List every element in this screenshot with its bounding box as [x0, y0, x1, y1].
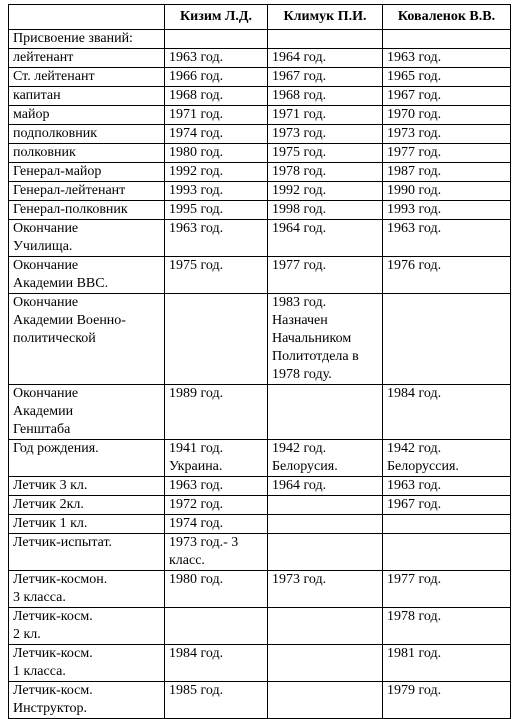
- table-row: [9, 496, 511, 515]
- row-label-cell: Генерал-майор: [9, 163, 165, 182]
- table-cell: 1990 год.: [383, 182, 511, 201]
- table-row: [9, 294, 511, 385]
- table-cell: 1967 год.: [268, 68, 383, 87]
- table-cell: 1972 год.: [165, 496, 268, 515]
- table-cell: 1963 год.: [165, 477, 268, 496]
- table-cell: [165, 294, 268, 385]
- table-cell: 1968 год.: [165, 87, 268, 106]
- table-cell: [165, 608, 268, 645]
- table-cell: 1970 год.: [383, 106, 511, 125]
- table-cell: 1966 год.: [165, 68, 268, 87]
- table-cell: 1992 год.: [268, 182, 383, 201]
- row-label-cell: Присвоение званий:: [9, 30, 165, 49]
- table-row: [9, 125, 511, 144]
- table-cell: 1973 год.: [268, 125, 383, 144]
- table-cell: [383, 515, 511, 534]
- table-row: [9, 182, 511, 201]
- row-label-cell: Генерал-лейтенант: [9, 182, 165, 201]
- table-cell: 1963 год.: [165, 220, 268, 257]
- table-row: [9, 201, 511, 220]
- table-row: [9, 645, 511, 682]
- table-cell: 1980 год.: [165, 571, 268, 608]
- table-cell: 1993 год.: [165, 182, 268, 201]
- table-cell: 1967 год.: [383, 87, 511, 106]
- table-cell: 1963 год.: [383, 49, 511, 68]
- table-row: [9, 144, 511, 163]
- table-cell: [268, 645, 383, 682]
- row-label-cell: Окончание Академии ВВС.: [9, 257, 165, 294]
- table-row: [9, 87, 511, 106]
- table-cell: 1971 год.: [268, 106, 383, 125]
- table-cell: [268, 534, 383, 571]
- header-cell: [9, 5, 165, 30]
- table-cell: 1968 год.: [268, 87, 383, 106]
- row-label-cell: полковник: [9, 144, 165, 163]
- row-label-cell: Летчик 1 кл.: [9, 515, 165, 534]
- row-label-cell: Летчик-космон. 3 класса.: [9, 571, 165, 608]
- table-cell: [383, 534, 511, 571]
- row-label-cell: Окончание Академии Генштаба: [9, 385, 165, 440]
- table-cell: 1985 год.: [165, 682, 268, 719]
- table-cell: 1977 год.: [383, 144, 511, 163]
- table-cell: 1973 год.: [383, 125, 511, 144]
- table-cell: 1998 год.: [268, 201, 383, 220]
- table-cell: [165, 30, 268, 49]
- table-cell: 1942 год. Белорусия.: [268, 440, 383, 477]
- table-cell: 1995 год.: [165, 201, 268, 220]
- table-cell: [268, 385, 383, 440]
- row-label-cell: Генерал-полковник: [9, 201, 165, 220]
- table-cell: 1973 год.- 3 класс.: [165, 534, 268, 571]
- table-row: [9, 477, 511, 496]
- table-cell: 1967 год.: [383, 496, 511, 515]
- table-cell: 1964 год.: [268, 477, 383, 496]
- table-row: [9, 257, 511, 294]
- table-row: [9, 163, 511, 182]
- ranks-table: [8, 4, 511, 719]
- table-row: [9, 440, 511, 477]
- table-cell: 1963 год.: [383, 220, 511, 257]
- table-cell: 1964 год.: [268, 220, 383, 257]
- table-row: [9, 515, 511, 534]
- table-row: [9, 682, 511, 719]
- row-label-cell: лейтенант: [9, 49, 165, 68]
- row-label-cell: Год рождения.: [9, 440, 165, 477]
- table-cell: 1977 год.: [268, 257, 383, 294]
- table-row: [9, 385, 511, 440]
- table-cell: [268, 515, 383, 534]
- table-cell: 1975 год.: [165, 257, 268, 294]
- table-cell: [268, 682, 383, 719]
- table-cell: 1976 год.: [383, 257, 511, 294]
- row-label-cell: Окончание Академии Военно- политической: [9, 294, 165, 385]
- row-label-cell: Ст. лейтенант: [9, 68, 165, 87]
- table-cell: [268, 30, 383, 49]
- table-row: [9, 49, 511, 68]
- row-label-cell: Летчик 3 кл.: [9, 477, 165, 496]
- table-row: [9, 534, 511, 571]
- table-cell: 1977 год.: [383, 571, 511, 608]
- table-cell: 1971 год.: [165, 106, 268, 125]
- table-cell: 1964 год.: [268, 49, 383, 68]
- row-label-cell: Летчик-косм. Инструктор.: [9, 682, 165, 719]
- header-cell: Кизим Л.Д.: [165, 5, 268, 30]
- table-cell: 1993 год.: [383, 201, 511, 220]
- table-cell: 1974 год.: [165, 515, 268, 534]
- table-row: [9, 220, 511, 257]
- table-body: [9, 30, 511, 719]
- table-cell: 1963 год.: [165, 49, 268, 68]
- row-label-cell: капитан: [9, 87, 165, 106]
- table-cell: [383, 294, 511, 385]
- table-cell: 1987 год.: [383, 163, 511, 182]
- table-cell: 1963 год.: [383, 477, 511, 496]
- row-label-cell: Окончание Училища.: [9, 220, 165, 257]
- row-label-cell: подполковник: [9, 125, 165, 144]
- header-cell: Климук П.И.: [268, 5, 383, 30]
- table-cell: 1978 год.: [383, 608, 511, 645]
- table-cell: 1942 год. Белоруссия.: [383, 440, 511, 477]
- row-label-cell: Летчик-косм. 2 кл.: [9, 608, 165, 645]
- table-cell: [268, 608, 383, 645]
- table-row: [9, 571, 511, 608]
- row-label-cell: Летчик-косм. 1 класса.: [9, 645, 165, 682]
- row-label-cell: Летчик-испытат.: [9, 534, 165, 571]
- table-cell: 1941 год. Украина.: [165, 440, 268, 477]
- table-cell: 1973 год.: [268, 571, 383, 608]
- table-cell: 1975 год.: [268, 144, 383, 163]
- table-cell: 1989 год.: [165, 385, 268, 440]
- table-cell: 1978 год.: [268, 163, 383, 182]
- table-cell: [268, 496, 383, 515]
- table-cell: 1984 год.: [165, 645, 268, 682]
- table-cell: 1974 год.: [165, 125, 268, 144]
- row-label-cell: майор: [9, 106, 165, 125]
- table-cell: 1981 год.: [383, 645, 511, 682]
- table-row: [9, 68, 511, 87]
- header-cell: Коваленок В.В.: [383, 5, 511, 30]
- row-label-cell: Летчик 2кл.: [9, 496, 165, 515]
- table-header-row: [9, 5, 511, 30]
- table-row: [9, 30, 511, 49]
- table-cell: 1980 год.: [165, 144, 268, 163]
- table-cell: [383, 30, 511, 49]
- table-cell: 1984 год.: [383, 385, 511, 440]
- table-row: [9, 106, 511, 125]
- table-cell: 1983 год. Назначен Начальником Политотдела в 1978 году.: [268, 294, 383, 385]
- table-cell: 1965 год.: [383, 68, 511, 87]
- table-cell: 1979 год.: [383, 682, 511, 719]
- table-row: [9, 608, 511, 645]
- table-cell: 1992 год.: [165, 163, 268, 182]
